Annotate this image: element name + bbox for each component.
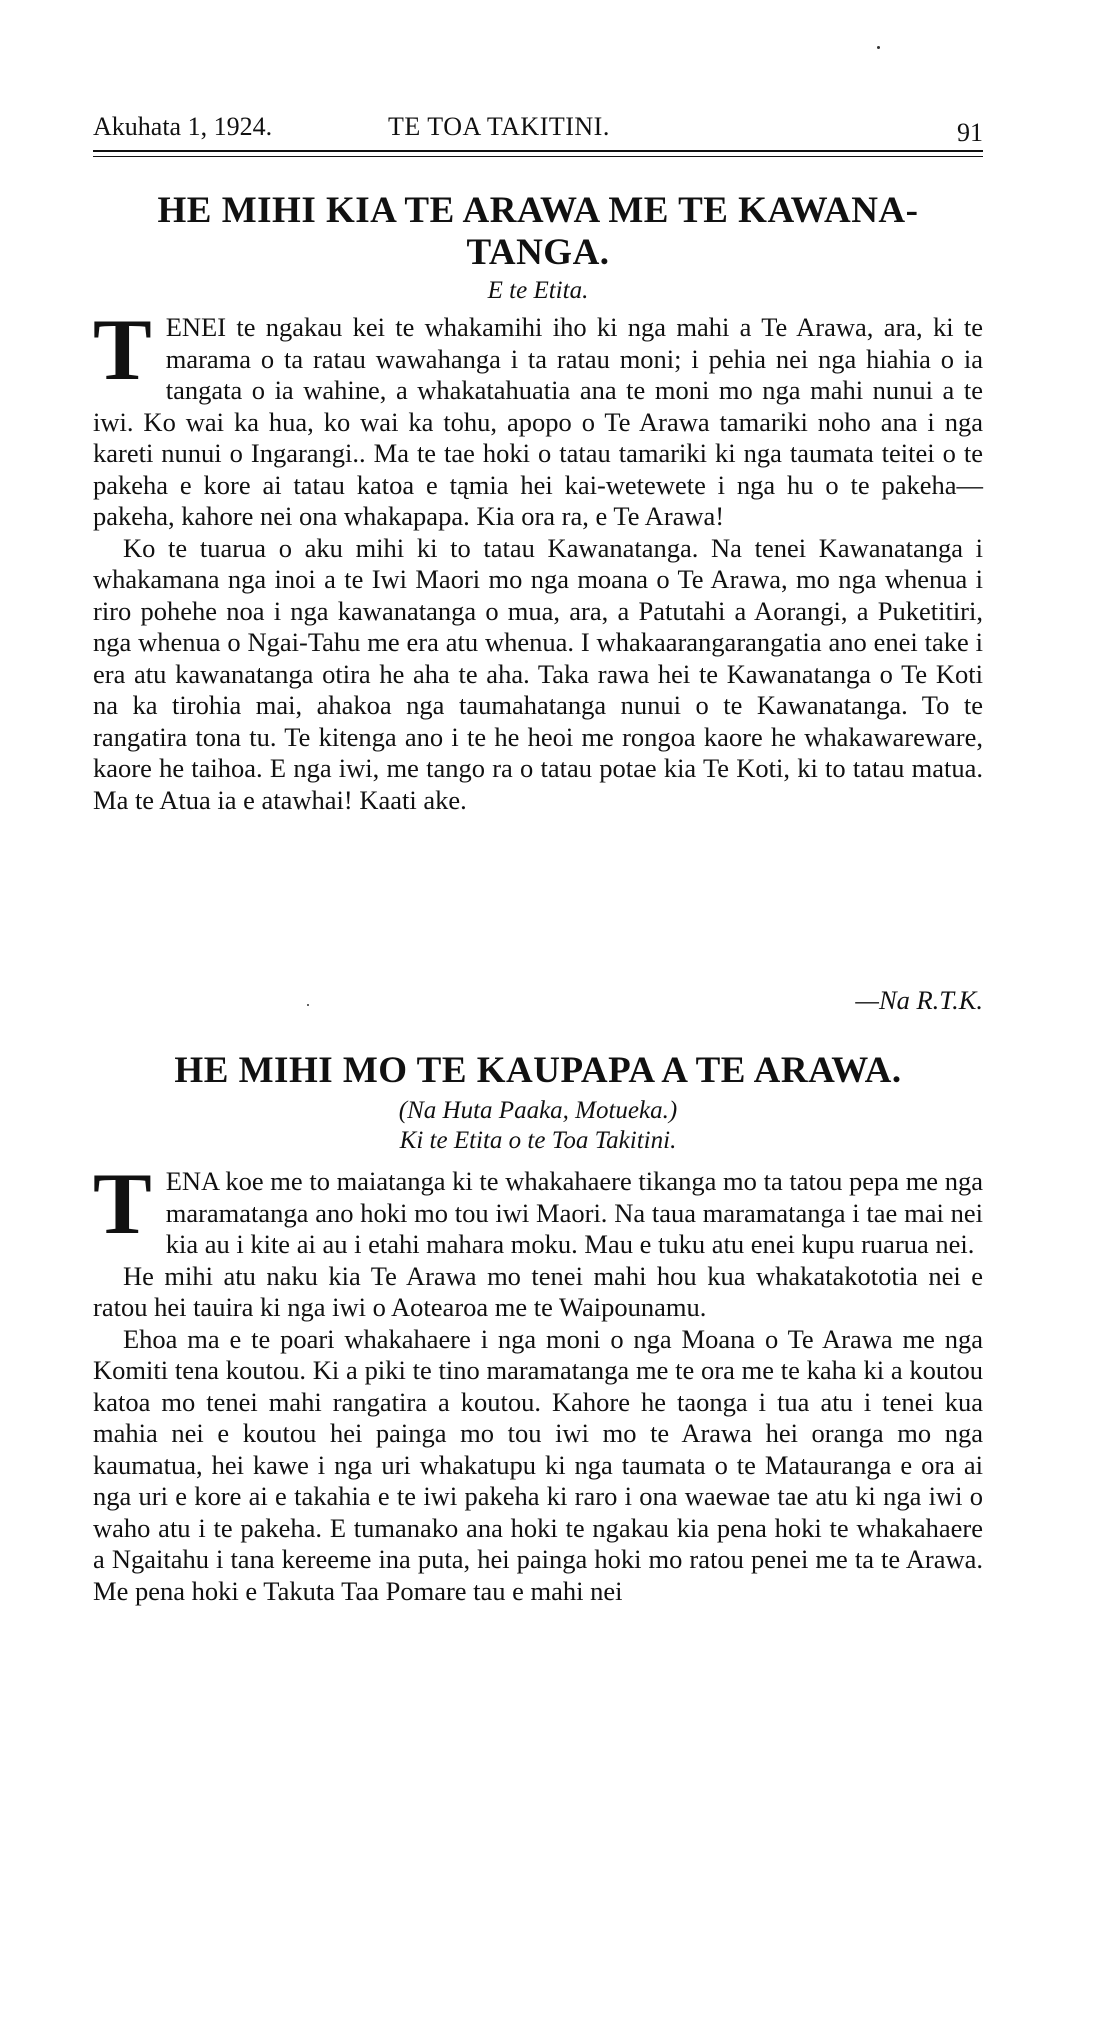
article2-paragraph-1-text: ENA koe me to maiatanga ki te whakahaere tikanga mo ta tatou pepa me nga maramatanga ano hoki mo tou iwi Maori. Na taua maramatanga i tae mai nei kia au i kite ai au i etahi mahara moku. Mau e tuku atu enei kupu ruarua nei. [165,1166,983,1259]
article2-subtitle-author: (Na Huta Paaka, Motueka.) [398,1097,678,1124]
article1-paragraph-2: Ko te tuarua o aku mihi ki to tatau Kawanatanga. Na tenei Kawanatanga i whakamana nga inoi a te Iwi Maori mo nga moana o Te Arawa, mo nga whenua i riro pohehe noa i nga kawanatanga o mua, ara, a Patutahi a Aorangi, a Puketitiri, nga whenua o Ngai-Tahu me era atu whenua. I whakaarangarangatia ano enei take i era atu kawanatanga otira he aha te aha. Taka rawa hei te Kawanatanga o Te Koti na ka tirohia mai, ahakoa nga taumahatanga nunui o te Kawanatanga. To te rangatira tona tu. Te kitenga ano i te he heoi me rongoa kaore he whakawareware, kaore he taihoa. E nga iwi, me tango ra o tatau potae kia Te Koti, ki to tatau matua. Ma te Atua ia e atawhai! Kaati ake. [93,532,983,815]
running-header [93,112,983,146]
article1-signature: —Na R.T.K. [855,985,983,1015]
page-number: 91 [957,118,983,147]
article2-title: HE MIHI MO TE KAUPAPA A TE ARAWA. [174,1050,902,1091]
speck-mark [877,46,880,49]
header-rule-thin [93,156,983,157]
article1-paragraph-1 [93,302,983,533]
header-publication: TE TOA TAKITINI. [388,112,610,141]
article1-dropcap: T [93,302,152,399]
article2-paragraph-3: Ehoa ma e te poari whakahaere i nga moni o nga Moana o Te Arawa me nga Komiti tena koutou. Ki a piki te tino maramatanga me te ora me te kaha ki a koutou katoa mo tenei mahi rangatira a koutou. Kahore he taonga i tua atu i tenei kua mahia nei e koutou hei painga mo tou iwi mo te Arawa hei oranga mo nga kaumatua, hei kawe i nga uri whakatupu ki nga taumata o te Matauranga e ora ai nga uri e kore ai e takahia e te iwi pakeha ki raro i ona waewae tae atu ki nga iwi o waho atu i te pakeha. E tumanako ana hoki te ngakau kia pena hoki te whakahaere a Ngaitahu i tana kereeme ina puta, hei painga hoki mo ratou penei me ta te Arawa. Me pena hoki e Takuta Taa Pomare tau e mahi nei [93,1323,983,1606]
article1-paragraph-1-text: ENEI te ngakau kei te whakamihi iho ki nga mahi a Te Arawa, ara, ki te marama o ta ratau wawahanga i ta ratau moni; i pehia nei nga hiahia o ia tangata o ia wahine, a whakatahuatia ana te moni mo nga mahi nunui a te iwi. Ko wai ka hua, ko wai ka tohu, apopo o Te Arawa tamariki noho ana i nga kareti nunui o Ingarangi.. Ma te tae hoki o tatau tamariki ki nga taumata teitei o te pakeha e kore ai tatau katoa e tąmia hei kai-wetewete i nga hu o te pakeha—pakeha, kahore nei ona whakapapa. Kia ora ra, e Te Arawa! [93,312,983,531]
article2-body [93,1156,983,1607]
article1-subtitle: E te Etita. [487,277,589,304]
article2-dropcap: T [93,1156,152,1253]
header-date: Akuhata 1, 1924. [93,112,273,141]
header-rule [93,150,983,152]
article1-body [93,302,983,816]
article1-title-line2: TANGA. [466,232,610,273]
speck-mark [307,1004,309,1006]
article2-paragraph-2: He mihi atu naku kia Te Arawa mo tenei mahi hou kua whakatakototia nei e ratou hei tauira ki nga iwi o Aotearoa me te Waipounamu. [93,1260,983,1322]
article2-subtitle-recipient: Ki te Etita o te Toa Takitini. [399,1127,677,1154]
article2-paragraph-1 [93,1156,983,1261]
article1-title-line1: HE MIHI KIA TE ARAWA ME TE KAWANA- [157,190,919,231]
